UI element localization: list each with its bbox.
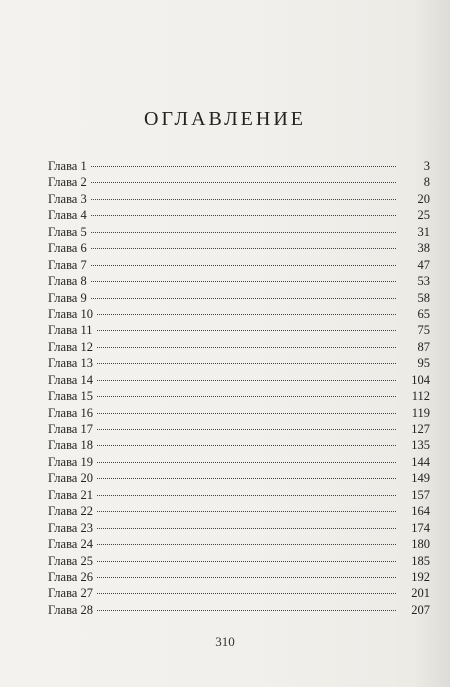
toc-entry <box>48 207 430 223</box>
toc-entry-label: Глава 15 <box>48 389 93 404</box>
toc-entry-label: Глава 17 <box>48 422 93 436</box>
toc-entry-page: 95 <box>417 356 430 371</box>
toc-entry-page: 53 <box>417 274 430 289</box>
toc-entry-page: 135 <box>411 438 430 453</box>
dot-leader <box>97 412 396 414</box>
toc-entry <box>48 520 430 536</box>
toc-entry <box>48 553 430 569</box>
toc-entry-label: Глава 1 <box>48 159 87 173</box>
toc-entry-page: 104 <box>411 372 430 387</box>
dot-leader <box>97 379 396 381</box>
toc-entry-label: Глава 4 <box>48 208 87 223</box>
toc-entry-page: 31 <box>417 224 430 239</box>
dot-leader <box>97 609 396 611</box>
dot-leader <box>97 527 396 529</box>
dot-leader <box>91 198 396 200</box>
dot-leader <box>97 461 396 463</box>
toc-entry-page: 201 <box>411 586 430 601</box>
toc-entry-page: 180 <box>411 537 430 552</box>
table-of-contents <box>48 158 430 618</box>
dot-leader <box>91 264 396 266</box>
toc-entry-label: Глава 26 <box>48 569 93 584</box>
toc-entry <box>48 536 430 552</box>
toc-entry <box>48 240 430 256</box>
dot-leader <box>97 444 396 446</box>
toc-entry-label: Глава 22 <box>48 504 93 519</box>
dot-leader <box>97 576 396 578</box>
toc-entry-label: Глава 14 <box>48 372 93 387</box>
toc-entry <box>48 306 430 322</box>
toc-entry-label: Глава 16 <box>48 405 93 420</box>
toc-entry <box>48 322 430 338</box>
toc-entry <box>48 569 430 585</box>
toc-entry-label: Глава 19 <box>48 454 93 469</box>
toc-entry <box>48 158 430 174</box>
dot-leader <box>97 395 396 397</box>
toc-entry-page: 207 <box>411 602 430 617</box>
toc-entry-page: 157 <box>411 487 430 502</box>
toc-entry-label: Глава 21 <box>48 487 93 502</box>
toc-entry <box>48 405 430 421</box>
dot-leader <box>97 592 396 594</box>
page-title: ОГЛАВЛЕНИЕ <box>144 108 306 130</box>
toc-entry-label: Глава 6 <box>48 241 87 256</box>
toc-entry-label: Глава 24 <box>48 537 93 552</box>
toc-entry <box>48 602 430 618</box>
dot-leader <box>97 313 396 315</box>
toc-entry-page: 119 <box>411 405 430 420</box>
toc-entry <box>48 585 430 601</box>
toc-entry-page: 112 <box>411 389 430 404</box>
toc-entry-label: Глава 9 <box>48 290 87 305</box>
toc-entry-page: 87 <box>417 339 430 354</box>
toc-entry <box>48 355 430 371</box>
toc-entry-label: Глава 2 <box>48 175 87 190</box>
toc-entry-label: Глава 28 <box>48 602 93 617</box>
dot-leader <box>97 362 396 364</box>
toc-entry-page: 8 <box>423 175 430 190</box>
toc-entry-page: 75 <box>417 323 430 338</box>
dot-leader <box>91 231 396 233</box>
toc-entry <box>48 454 430 470</box>
dot-leader <box>97 560 396 562</box>
toc-entry-label: Глава 11 <box>48 323 93 338</box>
dot-leader <box>91 214 396 216</box>
dot-leader <box>91 297 396 299</box>
toc-entry <box>48 421 430 437</box>
toc-entry-label: Глава 3 <box>48 191 87 206</box>
toc-entry-label: Глава 27 <box>48 586 93 601</box>
toc-entry-page: 47 <box>417 257 430 272</box>
toc-entry <box>48 503 430 519</box>
toc-entry-page: 185 <box>411 553 430 568</box>
toc-entry-label: Глава 18 <box>48 438 93 453</box>
toc-entry-page: 58 <box>417 290 430 305</box>
toc-entry-label: Глава 10 <box>48 306 93 321</box>
toc-entry <box>48 470 430 486</box>
toc-entry-page: 192 <box>411 569 430 584</box>
dot-leader <box>91 280 396 282</box>
toc-entry <box>48 224 430 240</box>
toc-entry-label: Глава 13 <box>48 356 93 371</box>
dot-leader <box>91 165 396 167</box>
dot-leader <box>97 428 396 430</box>
toc-entry <box>48 437 430 453</box>
toc-entry <box>48 487 430 503</box>
page-number: 310 <box>215 634 235 649</box>
toc-entry-page: 149 <box>411 471 430 486</box>
dot-leader <box>91 247 396 249</box>
toc-entry <box>48 273 430 289</box>
toc-entry-label: Глава 23 <box>48 520 93 535</box>
dot-leader <box>97 329 396 331</box>
dot-leader <box>97 543 396 545</box>
toc-entry <box>48 191 430 207</box>
dot-leader <box>97 494 396 496</box>
toc-entry-page: 3 <box>423 159 430 173</box>
toc-entry-label: Глава 25 <box>48 553 93 568</box>
toc-entry-page: 38 <box>417 241 430 256</box>
toc-entry-page: 25 <box>417 208 430 223</box>
toc-entry-label: Глава 7 <box>48 257 87 272</box>
toc-entry-label: Глава 8 <box>48 274 87 289</box>
dot-leader <box>91 181 396 183</box>
dot-leader <box>97 477 396 479</box>
toc-entry <box>48 290 430 306</box>
toc-entry-label: Глава 5 <box>48 224 87 239</box>
toc-entry <box>48 339 430 355</box>
toc-entry-label: Глава 12 <box>48 339 93 354</box>
toc-entry-page: 20 <box>417 191 430 206</box>
toc-entry-page: 144 <box>411 454 430 469</box>
toc-entry-label: Глава 20 <box>48 471 93 486</box>
toc-entry-page: 164 <box>411 504 430 519</box>
toc-entry <box>48 174 430 190</box>
dot-leader <box>97 346 396 348</box>
toc-entry <box>48 372 430 388</box>
toc-entry <box>48 257 430 273</box>
toc-entry <box>48 388 430 404</box>
toc-entry-page: 174 <box>411 520 430 535</box>
dot-leader <box>97 510 396 512</box>
toc-entry-page: 65 <box>417 306 430 321</box>
toc-entry-page: 127 <box>411 422 430 436</box>
